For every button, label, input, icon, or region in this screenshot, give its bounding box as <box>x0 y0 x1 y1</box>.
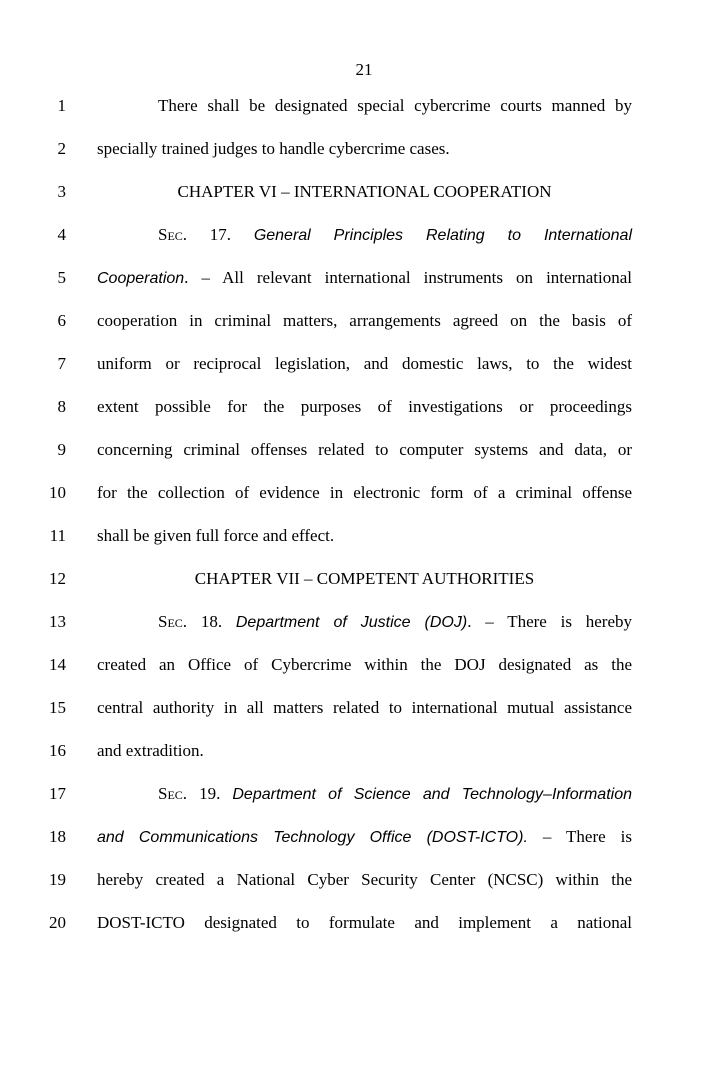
text-run: hereby created a National Cyber Security Center (NCSC) within the <box>97 870 632 889</box>
line-text <box>97 827 632 847</box>
document-line <box>0 870 728 898</box>
document-line <box>0 698 728 726</box>
line-text <box>158 612 632 632</box>
page-number: 21 <box>355 60 373 79</box>
line-number: 8 <box>57 397 66 416</box>
line-number: 7 <box>57 354 66 373</box>
line-text <box>97 698 632 718</box>
text-run: created an Office of Cybercrime within the DOJ designated as the <box>97 655 632 674</box>
text-run <box>222 612 236 631</box>
text-run: There shall be designated special cybercrime courts manned by <box>158 96 632 115</box>
document-line <box>0 182 728 210</box>
line-number: 3 <box>57 182 66 201</box>
document-line <box>0 440 728 468</box>
document-line <box>0 741 728 769</box>
line-number: 4 <box>57 225 66 244</box>
line-text <box>97 268 632 288</box>
line-number: 9 <box>57 440 66 459</box>
text-run <box>220 784 232 803</box>
text-run: DOST-ICTO designated to formulate and implement a national <box>97 913 632 932</box>
document-line <box>0 483 728 511</box>
line-number: 18 <box>49 827 66 846</box>
text-run: CHAPTER VI – INTERNATIONAL COOPERATION <box>177 182 552 201</box>
section-label: Sec. 19. <box>158 784 221 803</box>
line-text <box>97 311 632 331</box>
section-label: Sec. 17. <box>158 225 232 244</box>
italic-heading-text: Department of Justice (DOJ) <box>235 614 468 631</box>
line-text <box>97 139 632 159</box>
line-number: 14 <box>49 655 66 674</box>
text-run: and extradition. <box>97 741 204 760</box>
line-text <box>97 913 632 933</box>
text-run: . – All relevant international instruments on international <box>184 268 632 287</box>
document-line <box>0 311 728 339</box>
text-run: for the collection of evidence in electronic form of a criminal offense <box>97 483 632 502</box>
text-run: extent possible for the purposes of investigations or proceedings <box>97 397 632 416</box>
document-line <box>0 96 728 124</box>
document-line <box>0 268 728 296</box>
italic-heading-text: Department of Science and Technology–Information <box>232 786 632 803</box>
italic-heading-text: General Principles Relating to International <box>253 227 633 244</box>
line-text <box>97 870 632 890</box>
line-text <box>97 397 632 417</box>
text-run <box>231 225 254 244</box>
text-run: uniform or reciprocal legislation, and domestic laws, to the widest <box>97 354 632 373</box>
line-number: 12 <box>49 569 66 588</box>
document-line <box>0 225 728 253</box>
line-number: 16 <box>49 741 66 760</box>
section-label: Sec. 18. <box>158 612 223 631</box>
document-line <box>0 569 728 597</box>
document-line <box>0 354 728 382</box>
text-run: cooperation in criminal matters, arrangements agreed on the basis of <box>97 311 632 330</box>
line-text <box>97 483 632 503</box>
line-text <box>158 225 632 245</box>
line-number: 17 <box>49 784 66 803</box>
line-number: 1 <box>57 96 66 115</box>
line-number: 19 <box>49 870 66 889</box>
document-line <box>0 526 728 554</box>
text-run: central authority in all matters related to international mutual assistance <box>97 698 632 717</box>
line-number: 15 <box>49 698 66 717</box>
line-number: 5 <box>57 268 66 287</box>
line-text <box>97 655 632 675</box>
line-number: 20 <box>49 913 66 932</box>
document-line <box>0 612 728 640</box>
line-text <box>158 784 632 804</box>
line-number: 11 <box>49 526 66 545</box>
document-line <box>0 827 728 855</box>
document-line <box>0 913 728 941</box>
line-text <box>97 569 632 589</box>
text-run: concerning criminal offenses related to computer systems and data, or <box>97 440 632 459</box>
line-number: 13 <box>49 612 66 631</box>
text-run: shall be given full force and effect. <box>97 526 335 545</box>
document-line <box>0 139 728 167</box>
line-number: 6 <box>57 311 66 330</box>
line-number: 2 <box>57 139 66 158</box>
italic-heading-text: Cooperation <box>97 270 185 287</box>
line-text <box>97 354 632 374</box>
italic-heading-text: and Communications Technology Office (DOST-ICTO). <box>97 829 528 846</box>
document-line <box>0 655 728 683</box>
line-number: 10 <box>49 483 66 502</box>
text-run: – There is <box>527 827 632 846</box>
document-line <box>0 397 728 425</box>
text-run: . – There is hereby <box>467 612 633 631</box>
text-run: specially trained judges to handle cybercrime cases. <box>97 139 450 158</box>
line-text <box>97 741 632 761</box>
line-text <box>97 440 632 460</box>
document-line <box>0 784 728 812</box>
line-text <box>158 96 632 116</box>
line-text <box>97 182 632 202</box>
text-run: CHAPTER VII – COMPETENT AUTHORITIES <box>194 569 535 588</box>
line-text <box>97 526 632 546</box>
